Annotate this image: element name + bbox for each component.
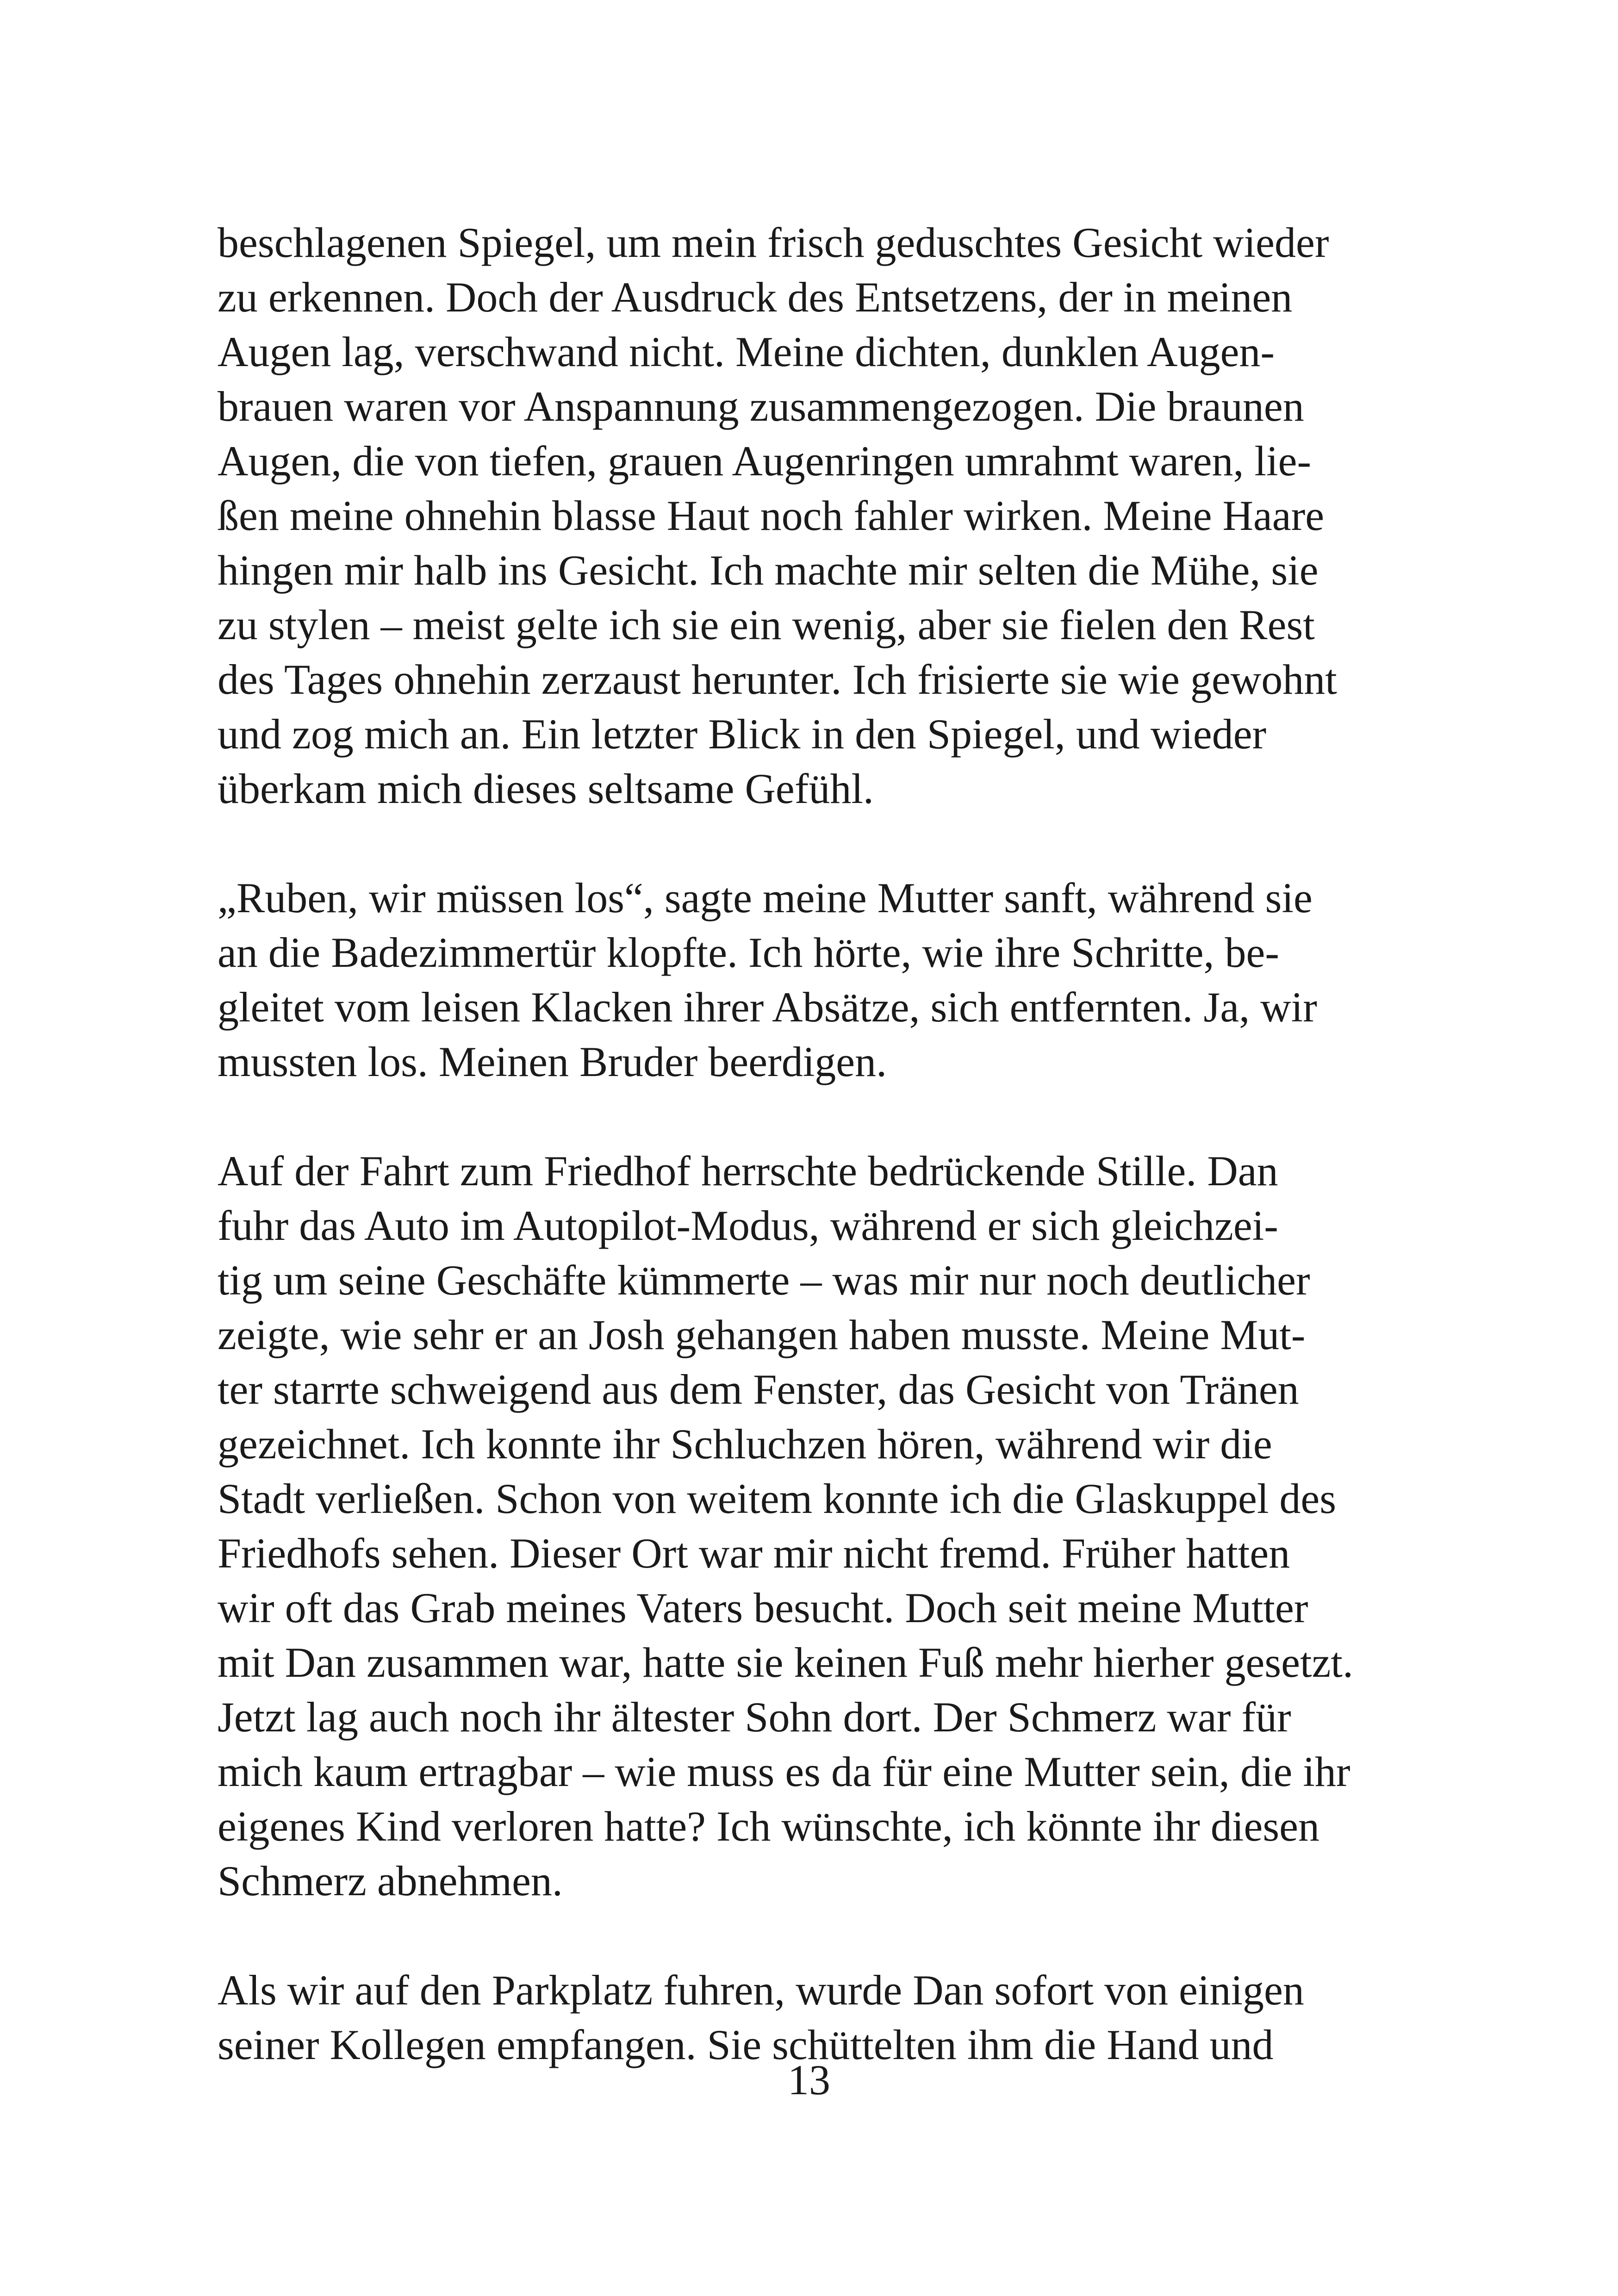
- paragraph: [218, 215, 1402, 816]
- text-line: an die Badezimmertür klopfte. Ich hörte, wie ihre Schritte, be-: [218, 929, 1280, 976]
- text-line: gezeichnet. Ich konnte ihr Schluchzen hören, während wir die: [218, 1420, 1272, 1468]
- text-line: mit Dan zusammen war, hatte sie keinen Fuß mehr hierher gesetzt.: [218, 1639, 1353, 1686]
- text-line: wir oft das Grab meines Vaters besucht. Doch seit meine Mutter: [218, 1584, 1308, 1631]
- text-line: des Tages ohnehin zerzaust herunter. Ich frisierte sie wie gewohnt: [218, 656, 1337, 703]
- text-line: mussten los. Meinen Bruder beerdigen.: [218, 1038, 887, 1085]
- text-line: Augen, die von tiefen, grauen Augenringen umrahmt waren, lie-: [218, 437, 1312, 485]
- text-line: „Ruben, wir müssen los“, sagte meine Mutter sanft, während sie: [218, 874, 1313, 921]
- text-line: seiner Kollegen empfangen. Sie schüttelten ihm die Hand und: [218, 2021, 1274, 2068]
- text-line: zeigte, wie sehr er an Josh gehangen haben musste. Meine Mut-: [218, 1311, 1306, 1358]
- text-line: Schmerz abnehmen.: [218, 1857, 563, 1904]
- page-number: 13: [788, 2056, 830, 2103]
- text-line: Stadt verließen. Schon von weitem konnte ich die Glaskuppel des: [218, 1475, 1337, 1522]
- text-line: tig um seine Geschäfte kümmerte – was mir nur noch deutlicher: [218, 1257, 1310, 1304]
- paragraph-spacer: [218, 1908, 1402, 1963]
- body-text: [218, 215, 1402, 2072]
- text-line: ßen meine ohnehin blasse Haut noch fahler wirken. Meine Haare: [218, 492, 1325, 539]
- text-line: zu erkennen. Doch der Ausdruck des Entsetzens, der in meinen: [218, 274, 1293, 321]
- text-line: Jetzt lag auch noch ihr ältester Sohn dort. Der Schmerz war für: [218, 1693, 1291, 1741]
- text-line: hingen mir halb ins Gesicht. Ich machte mir selten die Mühe, sie: [218, 547, 1319, 594]
- text-line: gleitet vom leisen Klacken ihrer Absätze, sich entfernten. Ja, wir: [218, 983, 1317, 1031]
- text-line: Friedhofs sehen. Dieser Ort war mir nicht fremd. Früher hatten: [218, 1530, 1290, 1577]
- text-line: fuhr das Auto im Autopilot-Modus, während er sich gleichzei-: [218, 1202, 1278, 1249]
- text-line: und zog mich an. Ein letzter Blick in den Spiegel, und wieder: [218, 710, 1267, 758]
- text-line: Augen lag, verschwand nicht. Meine dichten, dunklen Augen-: [218, 328, 1275, 375]
- text-line: zu stylen – meist gelte ich sie ein wenig, aber sie fielen den Rest: [218, 601, 1315, 648]
- text-line: brauen waren vor Anspannung zusammengezogen. Die braunen: [218, 383, 1304, 430]
- paragraph: [218, 871, 1402, 1089]
- text-line: eigenes Kind verloren hatte? Ich wünschte, ich könnte ihr diesen: [218, 1803, 1319, 1850]
- text-line: ter starrte schweigend aus dem Fenster, das Gesicht von Tränen: [218, 1366, 1299, 1413]
- paragraph-spacer: [218, 816, 1402, 871]
- text-line: überkam mich dieses seltsame Gefühl.: [218, 765, 874, 812]
- paragraph: [218, 1144, 1402, 1908]
- text-line: Auf der Fahrt zum Friedhof herrschte bedrückende Stille. Dan: [218, 1147, 1278, 1195]
- text-line: Als wir auf den Parkplatz fuhren, wurde Dan sofort von einigen: [218, 1966, 1304, 2014]
- paragraph-spacer: [218, 1089, 1402, 1144]
- text-line: beschlagenen Spiegel, um mein frisch geduschtes Gesicht wieder: [218, 219, 1329, 266]
- text-line: mich kaum ertragbar – wie muss es da für eine Mutter sein, die ihr: [218, 1748, 1350, 1795]
